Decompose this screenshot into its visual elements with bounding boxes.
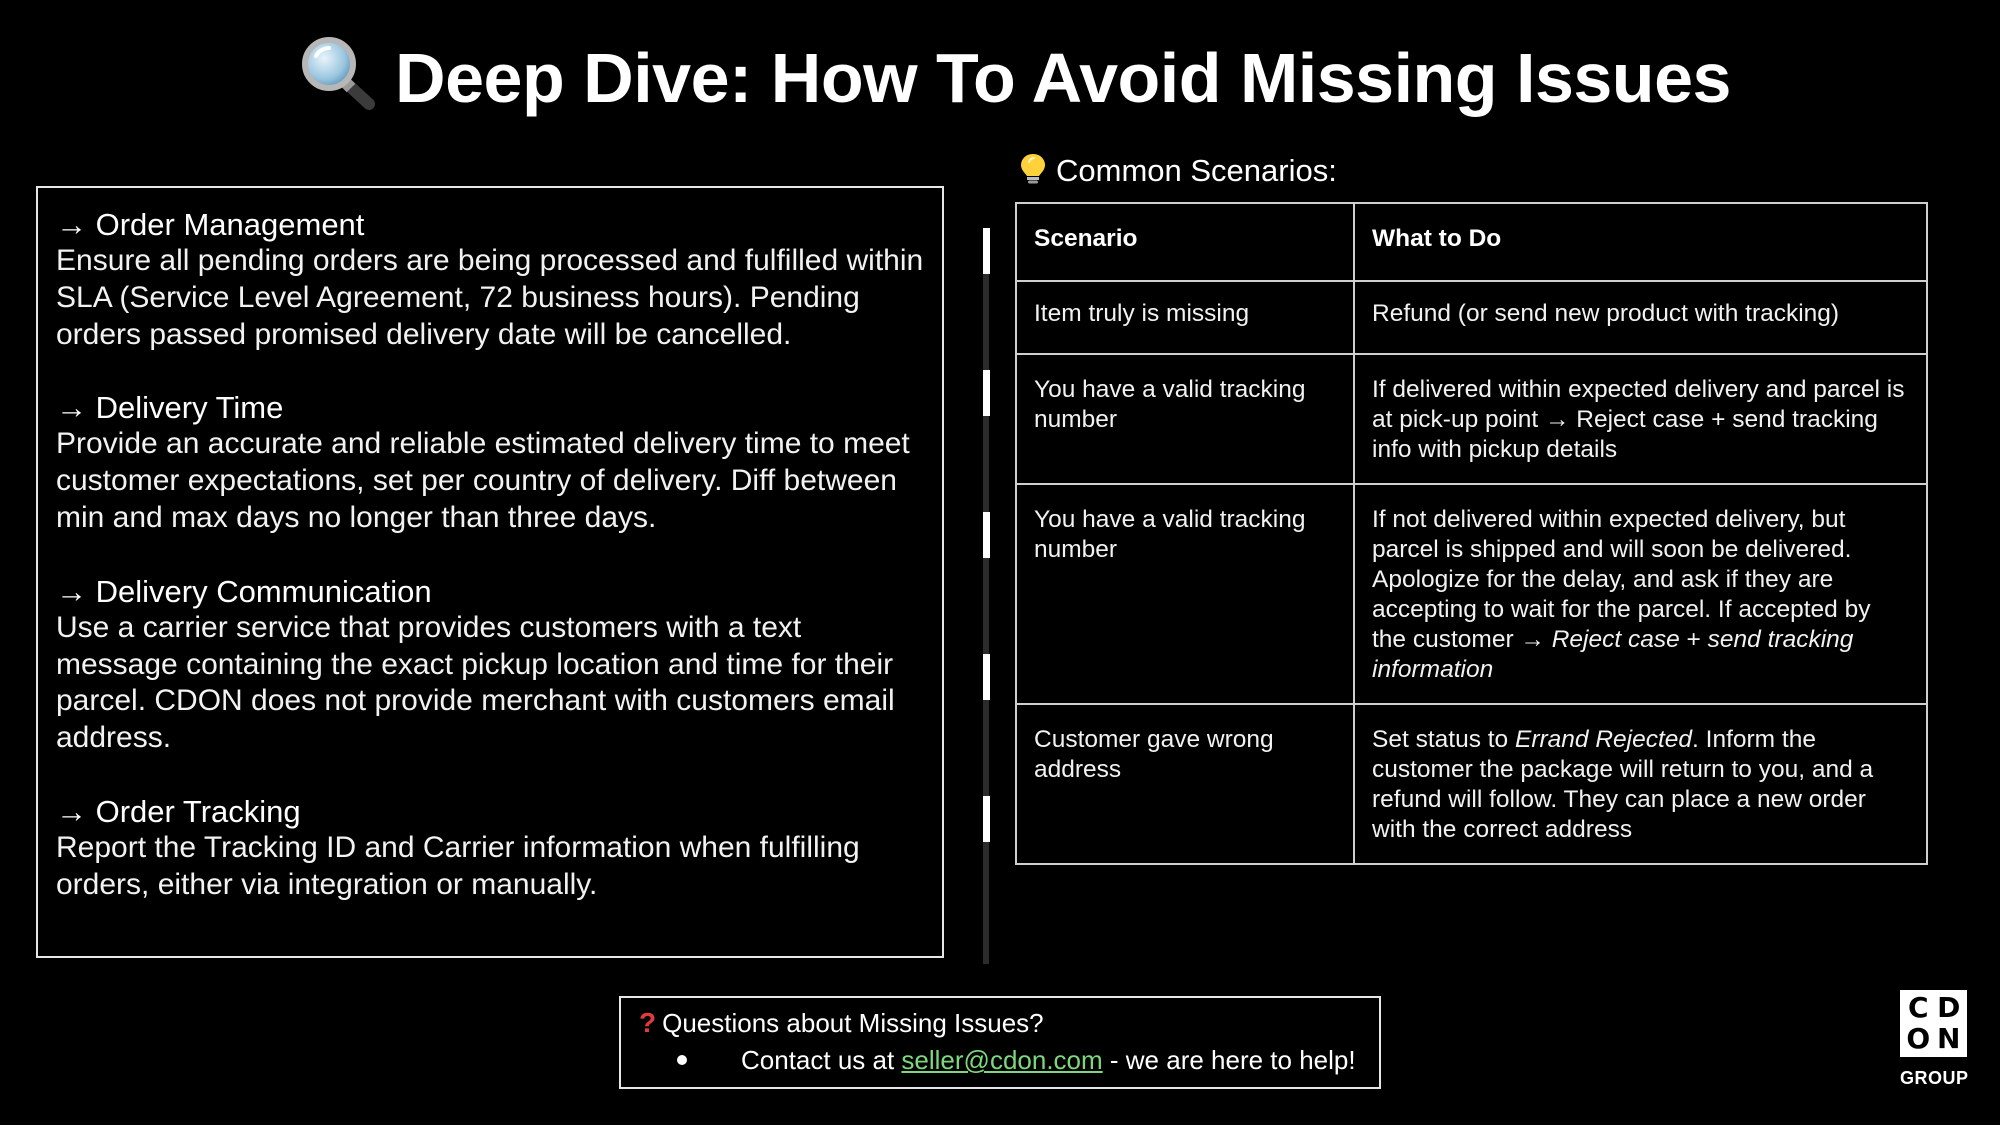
scenarios-heading <box>1018 152 1337 189</box>
action-text: + <box>1679 626 1708 653</box>
page-title <box>0 36 2000 118</box>
contact-line <box>639 1040 1361 1080</box>
action-cell: If delivered within expected delivery and parcel is at pick-up point → Reject case + send tracking info with pickup details <box>1354 354 1927 484</box>
logo-letter: N <box>1937 1021 1961 1055</box>
section-heading: → Delivery Time <box>56 390 284 426</box>
action-emphasis: Reject case <box>1551 626 1680 653</box>
action-cell <box>1354 484 1927 704</box>
section-heading: → Order Tracking <box>56 793 301 829</box>
contact-question-text: Questions about Missing Issues? <box>662 1008 1044 1038</box>
action-cell <box>1354 704 1927 864</box>
column-header: Scenario <box>1016 203 1354 281</box>
scenario-cell: Item truly is missing <box>1016 281 1354 354</box>
contact-box <box>619 996 1381 1089</box>
column-header: What to Do <box>1354 203 1927 281</box>
section-order-tracking <box>56 793 924 904</box>
section-order-management <box>56 206 924 353</box>
contact-question <box>639 1006 1361 1040</box>
email-link[interactable]: seller@cdon.com <box>901 1045 1103 1075</box>
logo-subtitle: GROUP <box>1900 1068 1969 1088</box>
section-delivery-time <box>56 389 924 536</box>
action-emphasis: Errand Rejected <box>1515 726 1693 753</box>
logo-letter: C <box>1907 991 1929 1025</box>
section-heading: → Order Management <box>56 207 365 242</box>
section-body: Ensure all pending orders are being processed and fulfilled within SLA (Service Level Agreement, 72 business hours). Pending orders passed promised delivery date will be cancelled. <box>56 244 924 351</box>
section-body: Provide an accurate and reliable estimated delivery time to meet customer expectations, set per country of delivery. Diff between min and max days no longer than three days. <box>56 427 910 534</box>
best-practices-panel <box>36 186 944 958</box>
lightbulb-icon <box>1018 152 1048 186</box>
divider-tick <box>983 796 990 842</box>
scenarios-table <box>1015 202 1928 865</box>
action-text: If not delivered within expected delivery, but parcel is shipped and will soon be delivered. Apologize for the delay, and ask if they are accepting to wait for the parcel. If accepted by the customer → <box>1372 506 1871 653</box>
action-text: . Inform the customer the package will return to you, and a refund will follow. They can place a new order with the correct address <box>1372 726 1874 843</box>
section-delivery-communication <box>56 573 924 757</box>
section-body: Report the Tracking ID and Carrier information when fulfilling orders, either via integration or manually. <box>56 830 860 901</box>
table-row <box>1016 704 1927 864</box>
action-emphasis: send tracking information <box>1372 626 1854 683</box>
action-text: Set status to <box>1372 726 1515 753</box>
divider-tick <box>983 228 990 274</box>
divider-tick <box>983 370 990 416</box>
page-title-text: Deep Dive: How To Avoid Missing Issues <box>395 39 1731 117</box>
section-heading: → Delivery Communication <box>56 573 432 609</box>
bullet-icon <box>677 1055 687 1065</box>
magnifying-glass-icon <box>299 36 377 110</box>
vertical-divider <box>983 228 989 964</box>
contact-suffix: - we are here to help! <box>1102 1045 1356 1075</box>
scenario-cell: You have a valid tracking number <box>1016 354 1354 484</box>
table-header-row <box>1016 203 1927 281</box>
divider-tick <box>983 654 990 700</box>
section-body: Use a carrier service that provides customers with a text message containing the exact pickup location and time for their parcel. CDON does not provide merchant with customers email address. <box>56 610 895 755</box>
cdon-logo <box>1900 990 1967 1057</box>
table-row <box>1016 484 1927 704</box>
scenario-cell: Customer gave wrong address <box>1016 704 1354 864</box>
scenarios-heading-text: Common Scenarios: <box>1056 153 1337 188</box>
scenario-cell: You have a valid tracking number <box>1016 484 1354 704</box>
contact-prefix: Contact us at <box>741 1045 902 1075</box>
action-cell: Refund (or send new product with tracking) <box>1354 281 1927 354</box>
logo-letter: D <box>1937 991 1961 1025</box>
table-row <box>1016 354 1927 484</box>
logo-letter: O <box>1906 1021 1931 1055</box>
divider-tick <box>983 512 990 558</box>
table-row <box>1016 281 1927 354</box>
question-mark-icon: ? <box>639 1007 657 1038</box>
